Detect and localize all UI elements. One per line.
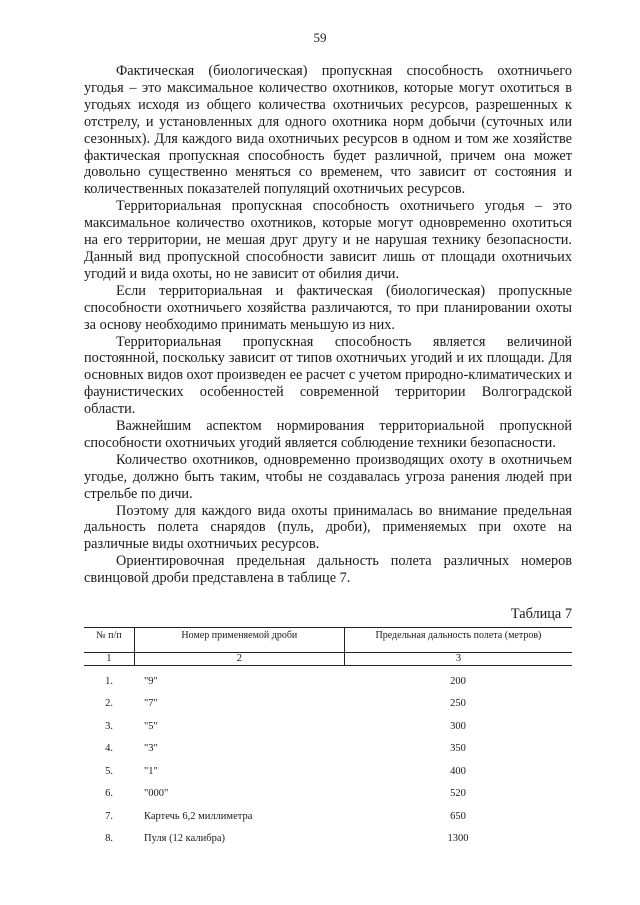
table-row: [84, 693, 572, 716]
shot-number: Картечь 6,2 миллиметра: [144, 810, 253, 822]
row-number: 3.: [105, 720, 113, 732]
paragraph-territorial-capacity: Территориальная пропускная способность охотничьего угодья – это максимальное количество охотников, которые могут одновременно охотиться на его территории, не мешая друг другу и не нарушая технику безопасности. Данный вид пропускной способности зависит лишь от площади охотничьих угодий и вида охоты, но не зависит от обилия дичи.: [84, 198, 572, 282]
row-number: 7.: [105, 810, 113, 822]
row-number: 8.: [105, 833, 113, 845]
table-row: [84, 715, 572, 738]
table-row: [84, 760, 572, 783]
table-header-row: [84, 627, 572, 653]
shot-number: "7": [144, 698, 158, 710]
table-caption: Таблица 7: [510, 606, 572, 622]
shot-number: "5": [144, 720, 158, 732]
max-range: 350: [450, 743, 466, 755]
max-range: 400: [450, 765, 466, 777]
paragraph-projectile-range: Поэтому для каждого вида охоты принималась во внимание предельная дальность полета снарядов (пуль, дроби), применяемых при охоте на различные виды охотничьих ресурсов.: [84, 502, 572, 553]
body-text: [84, 63, 572, 587]
header-max-range: Предельная дальность полета (метров): [344, 628, 572, 652]
shot-number: "3": [144, 743, 158, 755]
row-number: 4.: [105, 743, 113, 755]
row-number: 5.: [105, 765, 113, 777]
table-row: [84, 670, 572, 693]
shot-number: "1": [144, 765, 158, 777]
table-row: [84, 805, 572, 828]
table-row: [84, 828, 572, 851]
table-row: [84, 738, 572, 761]
shot-number: "000": [144, 788, 169, 800]
header-shot-number: Номер применяемой дроби: [134, 628, 344, 652]
column-number: 1: [106, 653, 112, 664]
max-range: 300: [450, 720, 466, 732]
row-number: 1.: [105, 675, 113, 687]
max-range: 200: [450, 675, 466, 687]
shot-range-table: [84, 627, 572, 850]
table-column-numbers: [84, 653, 572, 666]
paragraph-table-intro: Ориентировочная предельная дальность полета различных номеров свинцовой дроби представлена в таблице 7.: [84, 553, 572, 587]
column-number: 3: [344, 653, 572, 665]
max-range: 650: [450, 810, 466, 822]
column-number: 2: [134, 653, 344, 665]
paragraph-safety-aspect: Важнейшим аспектом нормирования территориальной пропускной способности охотничьих угодий является соблюдение техники безопасности.: [84, 418, 572, 451]
max-range: 1300: [447, 833, 469, 845]
row-number: 6.: [105, 788, 113, 800]
row-number: 2.: [105, 698, 113, 710]
paragraph-actual-capacity: Фактическая (биологическая) пропускная способность охотничьего угодья – это максимальное количество охотников, которые могут охотиться в угодьях исходя из общего количества охотничьих ресурсов, разрешенных к отстрелу, и установленных для одного охотника норм добычи (суточных или сезонных). Для каждого вида охотничьих ресурсов в одном и том же хозяйстве фактическая пропускная способность будет различной, причем она может довольно существенно меняться со временем, что зависит от состояния и количественных показателей популяций охотничьих ресурсов.: [84, 63, 572, 198]
max-range: 250: [450, 698, 466, 710]
paragraph-territorial-constant: Территориальная пропускная способность является величиной постоянной, поскольку зависит от типов охотничьих угодий и их площади. Для основных видов охот произведен ее расчет с учетом природно-климатических и фаунистических особенностей современной территории Волгоградской области.: [84, 333, 572, 418]
shot-number: "9": [144, 675, 158, 687]
paragraph-capacity-difference: Если территориальная и фактическая (биологическая) пропускные способности охотничьего хозяйства различаются, то при планировании охоты за основу необходимо принимать меньшую из них.: [84, 282, 572, 333]
paragraph-hunter-count: Количество охотников, одновременно производящих охоту в охотничьем угодье, должно быть таким, чтобы не создавалась угроза ранения людей при стрельбе по дичи.: [84, 451, 572, 502]
shot-number: Пуля (12 калибра): [144, 833, 225, 845]
max-range: 520: [450, 788, 466, 800]
page-number: 59: [313, 30, 327, 45]
table-row: [84, 783, 572, 806]
header-number: № п/п: [96, 630, 122, 641]
